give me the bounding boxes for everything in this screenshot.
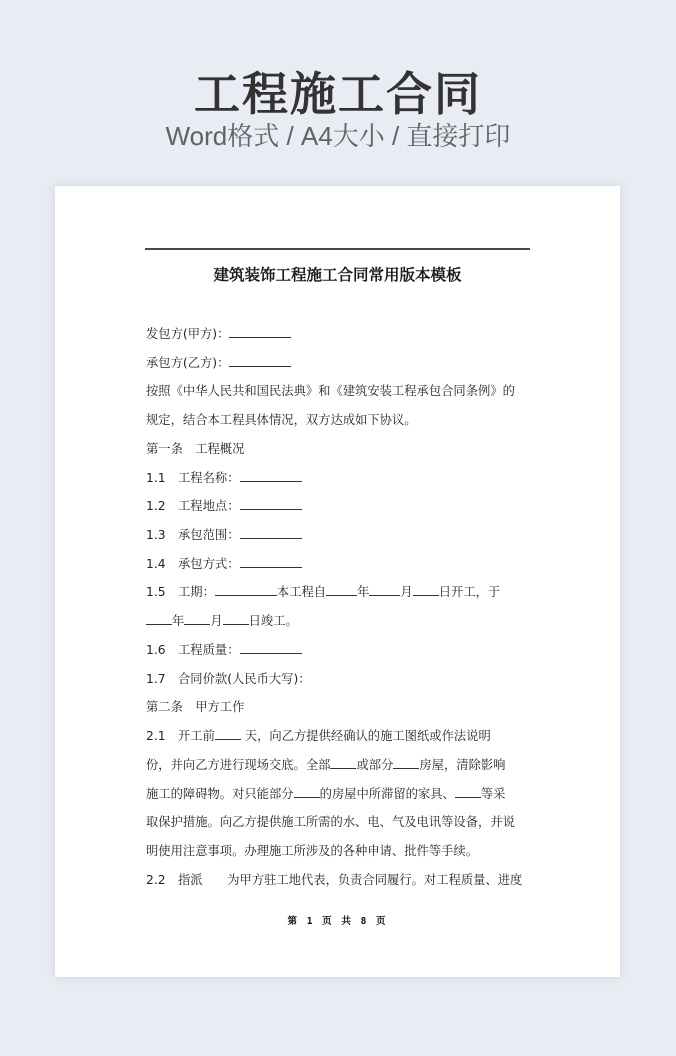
page-footer: 第 1 页 共 8 页 (287, 916, 388, 927)
intro-line-2: 规定，结合本工程具体情况，双方达成如下协议。 (146, 413, 417, 428)
blank-field[interactable] (369, 583, 400, 596)
text: 日竣工。 (248, 614, 298, 629)
party-a-label: 发包方(甲方)： (146, 327, 230, 341)
item-number: 1.5 (146, 585, 166, 600)
document-title: 建筑装饰工程施工合同常用版本模板 (213, 266, 462, 284)
item-1-6 (146, 636, 536, 665)
item-number: 1.4 (146, 556, 166, 571)
item-2-1-line-2 (146, 751, 536, 780)
text: 或部分 (356, 757, 394, 772)
item-1-3 (146, 521, 536, 550)
blank-field[interactable] (240, 555, 302, 568)
item-1-5 (146, 578, 536, 607)
item-1-5-cont (146, 607, 536, 636)
blank-field[interactable] (223, 612, 249, 625)
blank-field[interactable] (215, 727, 241, 740)
item-label: 工程名称： (178, 470, 240, 485)
blank-field[interactable] (229, 354, 291, 367)
item-2-1-line-5: 明使用注意事项。办理施工所涉及的各种申请、批件等手续。 (146, 843, 479, 858)
blank-field[interactable] (240, 497, 302, 510)
blank-field[interactable] (413, 583, 439, 596)
text: 指派 为甲方驻工地代表，负责合同履行。对工程质量、进度 (178, 872, 523, 887)
text: 房屋，清除影响 (419, 757, 506, 772)
article-2-heading: 第二条 甲方工作 (146, 700, 245, 715)
text: 施工的障碍物。对只能部分 (146, 786, 294, 801)
item-label: 工程地点： (178, 499, 240, 514)
article-1-heading: 第一条 工程概况 (146, 441, 245, 456)
blank-field[interactable] (330, 756, 356, 769)
blank-field[interactable] (240, 469, 302, 482)
item-number: 2.1 (146, 729, 166, 744)
text: 日开工，于 (438, 585, 501, 600)
item-2-2 (146, 866, 536, 895)
banner-subtitle: Word格式 / A4大小 / 直接打印 (165, 121, 511, 151)
party-b-label: 承包方(乙方)： (146, 355, 230, 370)
blank-field[interactable] (294, 785, 320, 798)
text: 份，并向乙方进行现场交底。全部 (146, 757, 331, 772)
party-b-line (146, 349, 536, 378)
intro-line-1: 按照《中华人民共和国民法典》和《建筑安装工程承包合同条例》的 (146, 384, 515, 399)
item-2-1 (146, 722, 536, 751)
text: 年 (172, 614, 185, 629)
text: 等采 (480, 786, 506, 801)
item-number: 1.3 (146, 528, 166, 543)
item-2-1-line-3 (146, 780, 536, 809)
header-rule (145, 248, 530, 250)
item-2-1-line-4: 取保护措施。向乙方提供施工所需的水、电、气及电讯等设备，并说 (146, 815, 515, 830)
text: 开工前 (178, 729, 215, 744)
item-1-4 (146, 550, 536, 579)
item-label: 工期： (178, 585, 215, 600)
blank-field[interactable] (455, 785, 481, 798)
blank-field[interactable] (326, 583, 357, 596)
document-body (146, 320, 536, 894)
text: 的房屋中所滞留的家具、 (319, 786, 455, 801)
text: 月 (210, 614, 223, 629)
text: 本工程自 (276, 585, 327, 600)
blank-field[interactable] (184, 612, 210, 625)
blank-field[interactable] (240, 641, 302, 654)
item-label: 承包方式： (178, 556, 240, 571)
item-number: 1.2 (146, 499, 166, 514)
item-label: 承包范围： (178, 528, 240, 543)
banner-title: 工程施工合同 (194, 67, 482, 121)
item-number: 2.2 (146, 872, 166, 887)
blank-field[interactable] (215, 583, 277, 596)
item-1-1 (146, 464, 536, 493)
blank-field[interactable] (146, 612, 172, 625)
text: 天，向乙方提供经确认的施工图纸或作法说明 (240, 729, 491, 744)
item-1-2 (146, 492, 536, 521)
document-page (55, 186, 620, 977)
item-label: 工程质量： (178, 642, 240, 657)
text: 年 (357, 585, 370, 600)
blank-field[interactable] (393, 756, 419, 769)
blank-field[interactable] (240, 526, 302, 539)
item-number: 1.6 (146, 642, 166, 657)
item-1-7 (146, 665, 536, 694)
item-label: 合同价款(人民币大写)： (178, 671, 311, 686)
text: 月 (400, 585, 413, 600)
blank-field[interactable] (229, 325, 291, 338)
party-a-line (146, 320, 536, 349)
item-number: 1.7 (146, 671, 166, 686)
item-number: 1.1 (146, 470, 166, 485)
